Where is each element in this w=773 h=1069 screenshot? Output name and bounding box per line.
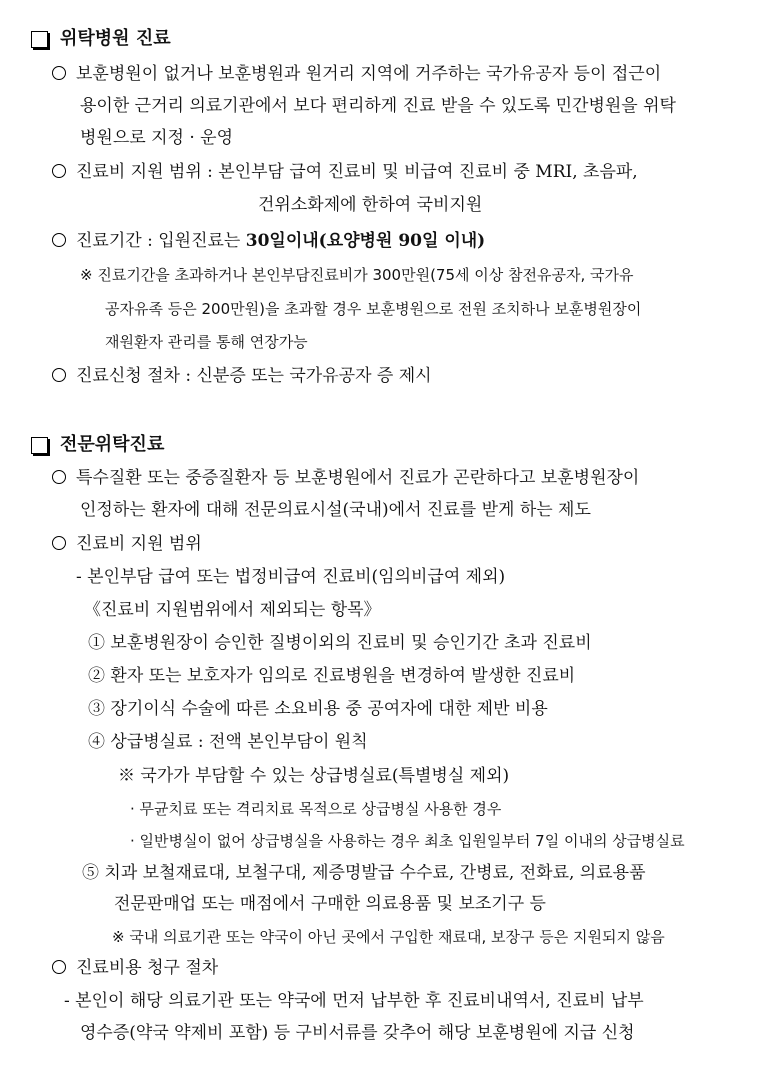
list-item: 진료비 지원 범위 : 본인부담 급여 진료비 및 비급여 진료비 중 MRI, 초음파,: [52, 160, 638, 184]
paragraph-line: 인정하는 환자에 대해 전문의료시설(국내)에서 진료를 받게 하는 제도: [80, 500, 591, 520]
note-line: ※ 진료기간을 초과하거나 본인부담진료비가 300만원(75세 이상 참전유공자, 국가유: [80, 266, 634, 284]
sub-item: - 본인이 해당 의료기관 또는 약국에 먼저 납부한 후 진료비내역서, 진료비 납부: [64, 991, 644, 1011]
paragraph-line: 용이한 근거리 의료기관에서 보다 편리하게 진료 받을 수 있도록 민간병원을 위탁: [80, 96, 676, 116]
circle-bullet-icon: [52, 66, 66, 80]
list-item: 진료기간 : 입원진료는 30일이내(요양병원 90일 이내): [52, 229, 485, 253]
exclusion-item: ⑤ 치과 보철재료대, 보철구대, 제증명발급 수수료, 간병료, 전화료, 의료용품: [82, 863, 646, 883]
circle-bullet-icon: [52, 470, 66, 484]
list-item: 진료비 지원 범위: [52, 532, 202, 556]
circle-bullet-icon: [52, 960, 66, 974]
list-item: 진료신청 절차 : 신분증 또는 국가유공자 증 제시: [52, 364, 432, 388]
note-line: 공자유족 등은 200만원)을 초과할 경우 보훈병원으로 전원 조치하나 보훈병원장이: [105, 300, 642, 318]
section-marker-box: [31, 437, 48, 454]
circle-bullet-icon: [52, 368, 66, 382]
note-line: · 무균치료 또는 격리치료 목적으로 상급병실 사용한 경우: [130, 800, 502, 818]
note-line: · 일반병실이 없어 상급병실을 사용하는 경우 최초 입원일부터 7일 이내의 상급병실료: [130, 832, 685, 850]
paragraph-line: 영수증(약국 약제비 포함) 등 구비서류를 갖추어 해당 보훈병원에 지급 신청: [80, 1023, 635, 1043]
section-title: 위탁병원 진료: [60, 28, 171, 49]
paragraph-line: 병원으로 지정 · 운영: [80, 128, 233, 148]
note-line: ※ 국내 의료기관 또는 약국이 아닌 곳에서 구입한 재료대, 보장구 등은 지원되지 않음: [112, 928, 665, 946]
list-item: 특수질환 또는 중증질환자 등 보훈병원에서 진료가 곤란하다고 보훈병원장이: [52, 466, 639, 490]
exclusion-item: ③ 장기이식 수술에 따른 소요비용 중 공여자에 대한 제반 비용: [88, 699, 548, 719]
exclusion-item: ④ 상급병실료 : 전액 본인부담이 원칙: [88, 732, 368, 752]
list-item: 보훈병원이 없거나 보훈병원과 원거리 지역에 거주하는 국가유공자 등이 접근이: [52, 62, 661, 86]
exclusion-heading: 《진료비 지원범위에서 제외되는 항목》: [84, 600, 381, 620]
list-item: 진료비용 청구 절차: [52, 956, 218, 980]
paragraph-line: 건위소화제에 한하여 국비지원: [258, 195, 483, 215]
exclusion-item: ② 환자 또는 보호자가 임의로 진료병원을 변경하여 발생한 진료비: [88, 666, 576, 686]
note-line: ※ 국가가 부담할 수 있는 상급병실료(특별병실 제외): [118, 766, 510, 786]
sub-item: - 본인부담 급여 또는 법정비급여 진료비(임의비급여 제외): [76, 567, 506, 587]
section-title: 전문위탁진료: [60, 434, 165, 455]
circle-bullet-icon: [52, 164, 66, 178]
emphasis-text: 30일이내(요양병원 90일 이내): [245, 231, 486, 251]
section-marker-box: [31, 31, 48, 48]
paragraph-line: 전문판매업 또는 매점에서 구매한 의료용품 및 보조기구 등: [114, 894, 546, 914]
exclusion-item: ① 보훈병원장이 승인한 질병이외의 진료비 및 승인기간 초과 진료비: [88, 633, 592, 653]
note-line: 재원환자 관리를 통해 연장가능: [105, 333, 308, 351]
circle-bullet-icon: [52, 233, 66, 247]
circle-bullet-icon: [52, 536, 66, 550]
